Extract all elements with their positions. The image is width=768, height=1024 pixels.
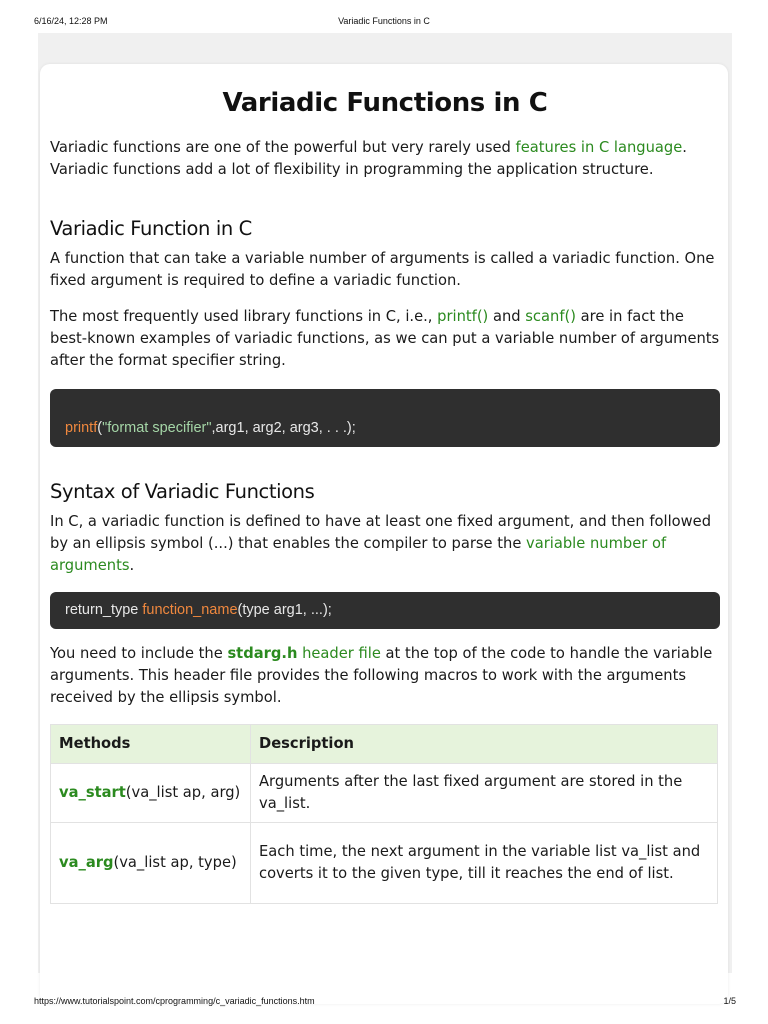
code-printf-fn: printf <box>65 420 98 436</box>
header-methods: Methods <box>51 725 251 764</box>
code-return-type: return_type <box>65 602 143 618</box>
intro-text-2: . Variadic functions add a lot of flexibility in programming the application structure. <box>50 139 687 178</box>
definition-paragraph: A function that can take a variable number of arguments is called a variadic function. One fixed argument is required to define a variadic function. <box>50 250 715 289</box>
printf-scanf-paragraph <box>50 306 720 372</box>
print-datetime: 6/16/24, 12:28 PM <box>34 16 108 26</box>
table-row <box>51 823 718 904</box>
printf-para-text-1: The most frequently used library functions in C, i.e., <box>50 308 438 325</box>
method-cell <box>51 764 251 823</box>
method-name: va_arg <box>59 854 114 871</box>
features-in-c-link[interactable]: features in C language <box>515 139 683 156</box>
code-printf-args: ,arg1, arg2, arg3, . . .); <box>211 420 356 436</box>
variable-number-of-arguments-link[interactable]: variable number of arguments <box>50 535 667 574</box>
header-description: Description <box>251 725 718 764</box>
header-file-link[interactable]: header file <box>297 645 381 662</box>
printf-para-text-3: are in fact the best-known examples of variadic functions, as we can put a variable number of arguments after the format specifier string. <box>50 308 720 369</box>
stdarg-h-bold: stdarg.h <box>227 645 298 662</box>
table-row <box>51 764 718 823</box>
description-cell: Each time, the next argument in the variable list va_list and coverts it to the given type, till it reaches the end of list. <box>251 823 718 904</box>
code-syntax-args: (type arg1, ...); <box>237 602 332 618</box>
printf-para-text-2: and <box>488 308 526 325</box>
printf-code-line <box>65 420 356 436</box>
description-cell: Arguments after the last fixed argument are stored in the va_list. <box>251 764 718 823</box>
stdarg-text-1: You need to include the <box>50 645 228 662</box>
printf-link[interactable]: printf() <box>437 308 489 325</box>
stdarg-paragraph <box>50 643 720 709</box>
syntax-text-1: In C, a variadic function is defined to have at least one fixed argument, and then followed by an ellipsis symbol (...) that enables the compiler to parse the <box>50 513 712 552</box>
syntax-code-block <box>50 592 720 629</box>
method-args: (va_list ap, arg) <box>125 784 241 801</box>
syntax-paragraph <box>50 511 720 577</box>
print-page-number: 1/5 <box>723 996 736 1006</box>
section-heading-variadic-function: Variadic Function in C <box>50 217 252 240</box>
print-doc-title: Variadic Functions in C <box>338 16 430 26</box>
method-cell <box>51 823 251 904</box>
print-footer <box>0 994 768 1010</box>
intro-text-1: Variadic functions are one of the powerful but very rarely used <box>50 139 516 156</box>
syntax-text-2: . <box>129 557 135 574</box>
scanf-link[interactable]: scanf() <box>525 308 576 325</box>
printf-code-block <box>50 389 720 447</box>
code-format-string: "format specifier" <box>102 420 212 436</box>
macros-table <box>50 724 718 904</box>
print-header <box>0 14 768 30</box>
intro-paragraph <box>50 137 720 181</box>
stdarg-text-2: at the top of the code to handle the variable arguments. This header file provides the following macros to work with the arguments received by the ellipsis symbol. <box>50 645 713 706</box>
print-url: https://www.tutorialspoint.com/cprogramming/c_variadic_functions.htm <box>34 996 315 1006</box>
code-open-paren: ( <box>97 420 103 436</box>
code-function-name: function_name <box>142 602 238 618</box>
method-name: va_start <box>59 784 126 801</box>
article-content <box>50 78 720 904</box>
method-args: (va_list ap, type) <box>113 854 237 871</box>
page-title: Variadic Functions in C <box>222 88 548 118</box>
section-heading-syntax: Syntax of Variadic Functions <box>50 480 315 503</box>
table-header-row <box>51 725 718 764</box>
